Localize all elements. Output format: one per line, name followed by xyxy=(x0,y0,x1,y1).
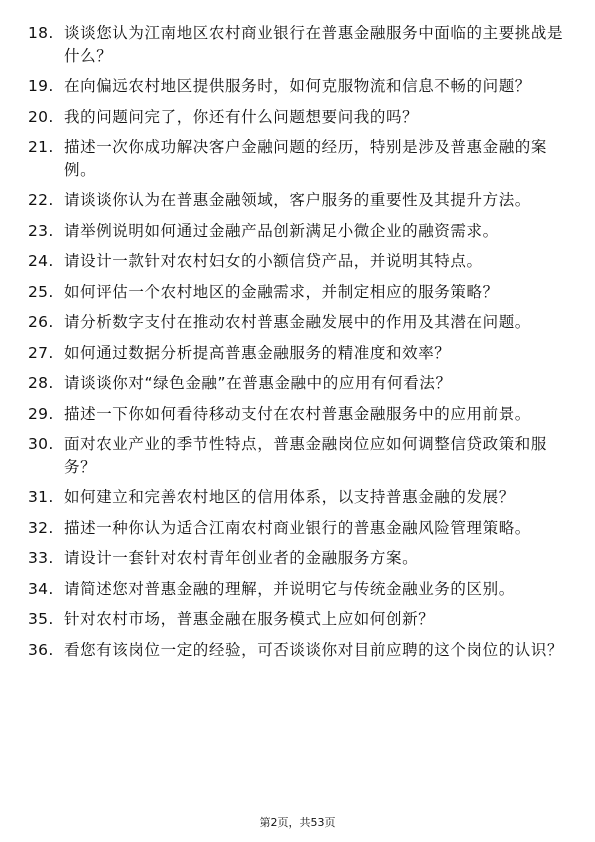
question-item xyxy=(28,639,568,662)
question-number: 31. xyxy=(28,488,54,506)
question-number: 34. xyxy=(28,579,54,598)
question-number: 29. xyxy=(28,404,54,423)
question-item xyxy=(28,311,568,334)
question-number: 36. xyxy=(28,640,54,659)
question-number: 25. xyxy=(28,282,54,301)
question-item xyxy=(28,372,568,395)
question-number: 22. xyxy=(28,191,54,209)
question-item xyxy=(28,433,568,478)
question-item xyxy=(28,342,568,365)
question-text: 针对农村市场，普惠金融在服务模式上应如何创新？ xyxy=(64,610,435,628)
question-number: 18. xyxy=(28,24,54,42)
question-text: 请谈谈你认为在普惠金融领域，客户服务的重要性及其提升方法。 xyxy=(64,191,531,209)
question-item xyxy=(28,578,568,601)
question-text: 请简述您对普惠金融的理解，并说明它与传统金融业务的区别。 xyxy=(64,579,515,598)
question-text: 看您有该岗位一定的经验，可否谈谈你对目前应聘的这个岗位的认识？ xyxy=(64,640,564,659)
question-number: 21. xyxy=(28,138,54,156)
question-item xyxy=(28,22,568,67)
question-item xyxy=(28,403,568,426)
question-number: 32. xyxy=(28,518,54,537)
question-text: 请设计一款针对农村妇女的小额信贷产品，并说明其特点。 xyxy=(64,252,483,270)
question-number: 24. xyxy=(28,252,54,270)
question-item xyxy=(28,608,568,631)
question-item xyxy=(28,75,568,98)
question-item xyxy=(28,517,568,540)
question-number: 35. xyxy=(28,610,54,628)
question-item xyxy=(28,547,568,570)
question-number: 27. xyxy=(28,343,54,362)
question-item xyxy=(28,136,568,181)
question-text: 请举例说明如何通过金融产品创新满足小微企业的融资需求。 xyxy=(64,221,499,240)
question-list xyxy=(28,22,568,669)
question-text: 在向偏远农村地区提供服务时，如何克服物流和信息不畅的问题？ xyxy=(64,77,531,95)
question-text: 请设计一套针对农村青年创业者的金融服务方案。 xyxy=(64,549,419,567)
question-text: 描述一下你如何看待移动支付在农村普惠金融服务中的应用前景。 xyxy=(64,404,531,423)
question-item xyxy=(28,250,568,273)
question-number: 28. xyxy=(28,374,54,392)
question-text: 面对农业产业的季节性特点，普惠金融岗位应如何调整信贷政策和服务？ xyxy=(64,435,548,476)
question-text: 请分析数字支付在推动农村普惠金融发展中的作用及其潜在问题。 xyxy=(64,313,531,331)
question-text: 请谈谈你对“绿色金融”在普惠金融中的应用有何看法？ xyxy=(64,374,452,392)
question-text: 如何通过数据分析提高普惠金融服务的精准度和效率？ xyxy=(64,343,451,362)
question-item xyxy=(28,106,568,129)
question-text: 如何评估一个农村地区的金融需求，并制定相应的服务策略？ xyxy=(64,282,499,301)
question-text: 如何建立和完善农村地区的信用体系，以支持普惠金融的发展？ xyxy=(64,488,515,506)
question-number: 20. xyxy=(28,107,54,126)
question-text: 谈谈您认为江南地区农村商业银行在普惠金融服务中面临的主要挑战是什么？ xyxy=(64,24,564,65)
question-number: 23. xyxy=(28,221,54,240)
question-item xyxy=(28,189,568,212)
question-number: 19. xyxy=(28,77,54,95)
page-footer: 第2页，共53页 xyxy=(259,816,336,829)
question-number: 30. xyxy=(28,435,54,453)
question-text: 描述一种你认为适合江南农村商业银行的普惠金融风险管理策略。 xyxy=(64,518,531,537)
question-text: 我的问题问完了，你还有什么问题想要问我的吗？ xyxy=(64,107,419,126)
question-item xyxy=(28,486,568,509)
question-item xyxy=(28,220,568,243)
question-text: 描述一次你成功解决客户金融问题的经历，特别是涉及普惠金融的案例。 xyxy=(64,138,548,179)
question-item xyxy=(28,281,568,304)
question-number: 33. xyxy=(28,549,54,567)
question-number: 26. xyxy=(28,313,54,331)
